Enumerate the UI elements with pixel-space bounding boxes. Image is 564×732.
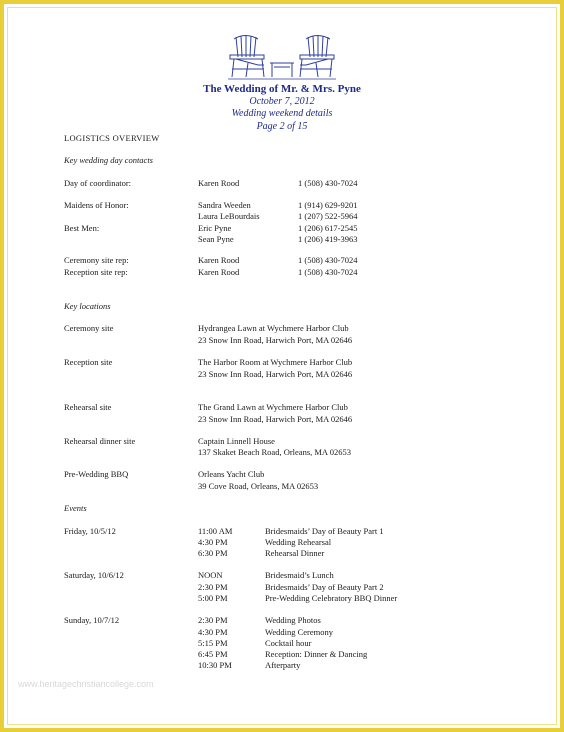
location-label: Reception site (64, 357, 113, 367)
contact-phone: 1 (206) 617-2545 (298, 223, 358, 233)
contact-role: Day of coordinator: (64, 178, 132, 188)
event-time: 4:30 PM (198, 627, 228, 637)
contacts-heading: Key wedding day contacts (64, 155, 153, 165)
event-desc: Bridesmaid’s Lunch (265, 570, 334, 580)
location-label: Rehearsal dinner site (64, 436, 136, 446)
event-desc: Afterparty (265, 660, 301, 670)
location-address: 39 Cove Road, Orleans, MA 02653 (198, 481, 319, 491)
contact-name: Laura LeBourdais (198, 211, 260, 221)
contact-role: Reception site rep: (64, 267, 128, 277)
contact-role: Maidens of Honor: (64, 200, 129, 210)
event-desc: Wedding Photos (265, 615, 321, 625)
location-label: Ceremony site (64, 323, 114, 333)
adirondack-chairs-logo (228, 33, 336, 81)
contact-name: Karen Rood (198, 178, 240, 188)
event-time: 5:00 PM (198, 593, 228, 603)
event-time: 4:30 PM (198, 537, 228, 547)
contact-name: Eric Pyne (198, 223, 232, 233)
wedding-date: October 7, 2012 (249, 96, 315, 107)
event-day: Friday, 10/5/12 (64, 526, 116, 536)
location-venue: The Grand Lawn at Wychmere Harbor Club (198, 402, 348, 412)
location-address: 23 Snow Inn Road, Harwich Port, MA 02646 (198, 369, 353, 379)
location-address: 23 Snow Inn Road, Harwich Port, MA 02646 (198, 335, 353, 345)
contact-phone: 1 (914) 629-9201 (298, 200, 358, 210)
location-venue: Hydrangea Lawn at Wychmere Harbor Club (198, 323, 349, 333)
wedding-title: The Wedding of Mr. & Mrs. Pyne (203, 83, 361, 95)
event-time: 6:30 PM (198, 548, 228, 558)
contact-phone: 1 (508) 430-7024 (298, 178, 358, 188)
contact-role: Best Men: (64, 223, 100, 233)
event-desc: Rehearsal Dinner (265, 548, 325, 558)
location-label: Rehearsal site (64, 402, 112, 412)
contact-phone: 1 (508) 430-7024 (298, 267, 358, 277)
event-desc: Reception: Dinner & Dancing (265, 649, 368, 659)
event-desc: Wedding Rehearsal (265, 537, 332, 547)
events-heading: Events (64, 503, 87, 513)
contact-phone: 1 (207) 522-5964 (298, 211, 358, 221)
event-time: 11:00 AM (198, 526, 233, 536)
location-venue: Captain Linnell House (198, 436, 275, 446)
location-label: Pre-Wedding BBQ (64, 469, 129, 479)
event-desc: Cocktail hour (265, 638, 312, 648)
location-venue: The Harbor Room at Wychmere Harbor Club (198, 357, 353, 367)
event-desc: Bridesmaids’ Day of Beauty Part 2 (265, 582, 384, 592)
event-time: NOON (198, 570, 223, 580)
logistics-overview-heading: LOGISTICS OVERVIEW (64, 133, 160, 143)
locations-heading: Key locations (64, 301, 111, 311)
event-day: Saturday, 10/6/12 (64, 570, 124, 580)
document-subtitle: Wedding weekend details (231, 108, 333, 119)
contact-name: Karen Rood (198, 267, 240, 277)
location-address: 137 Skaket Beach Road, Orleans, MA 02653 (198, 447, 351, 457)
contact-name: Karen Rood (198, 255, 240, 265)
event-time: 5:15 PM (198, 638, 228, 648)
contact-phone: 1 (206) 419-3963 (298, 234, 358, 244)
event-time: 6:45 PM (198, 649, 228, 659)
watermark: www.heritagechristiancollege.com (18, 679, 154, 689)
contact-role: Ceremony site rep: (64, 255, 129, 265)
event-desc: Bridesmaids’ Day of Beauty Part 1 (265, 526, 384, 536)
location-venue: Orleans Yacht Club (198, 469, 265, 479)
page-number: Page 2 of 15 (256, 121, 308, 132)
event-desc: Wedding Ceremony (265, 627, 334, 637)
event-time: 10:30 PM (198, 660, 232, 670)
event-time: 2:30 PM (198, 615, 228, 625)
contact-name: Sean Pyne (198, 234, 234, 244)
contact-phone: 1 (508) 430-7024 (298, 255, 358, 265)
event-time: 2:30 PM (198, 582, 228, 592)
event-desc: Pre-Wedding Celebratory BBQ Dinner (265, 593, 398, 603)
event-day: Sunday, 10/7/12 (64, 615, 120, 625)
contact-name: Sandra Weeden (198, 200, 251, 210)
location-address: 23 Snow Inn Road, Harwich Port, MA 02646 (198, 414, 353, 424)
